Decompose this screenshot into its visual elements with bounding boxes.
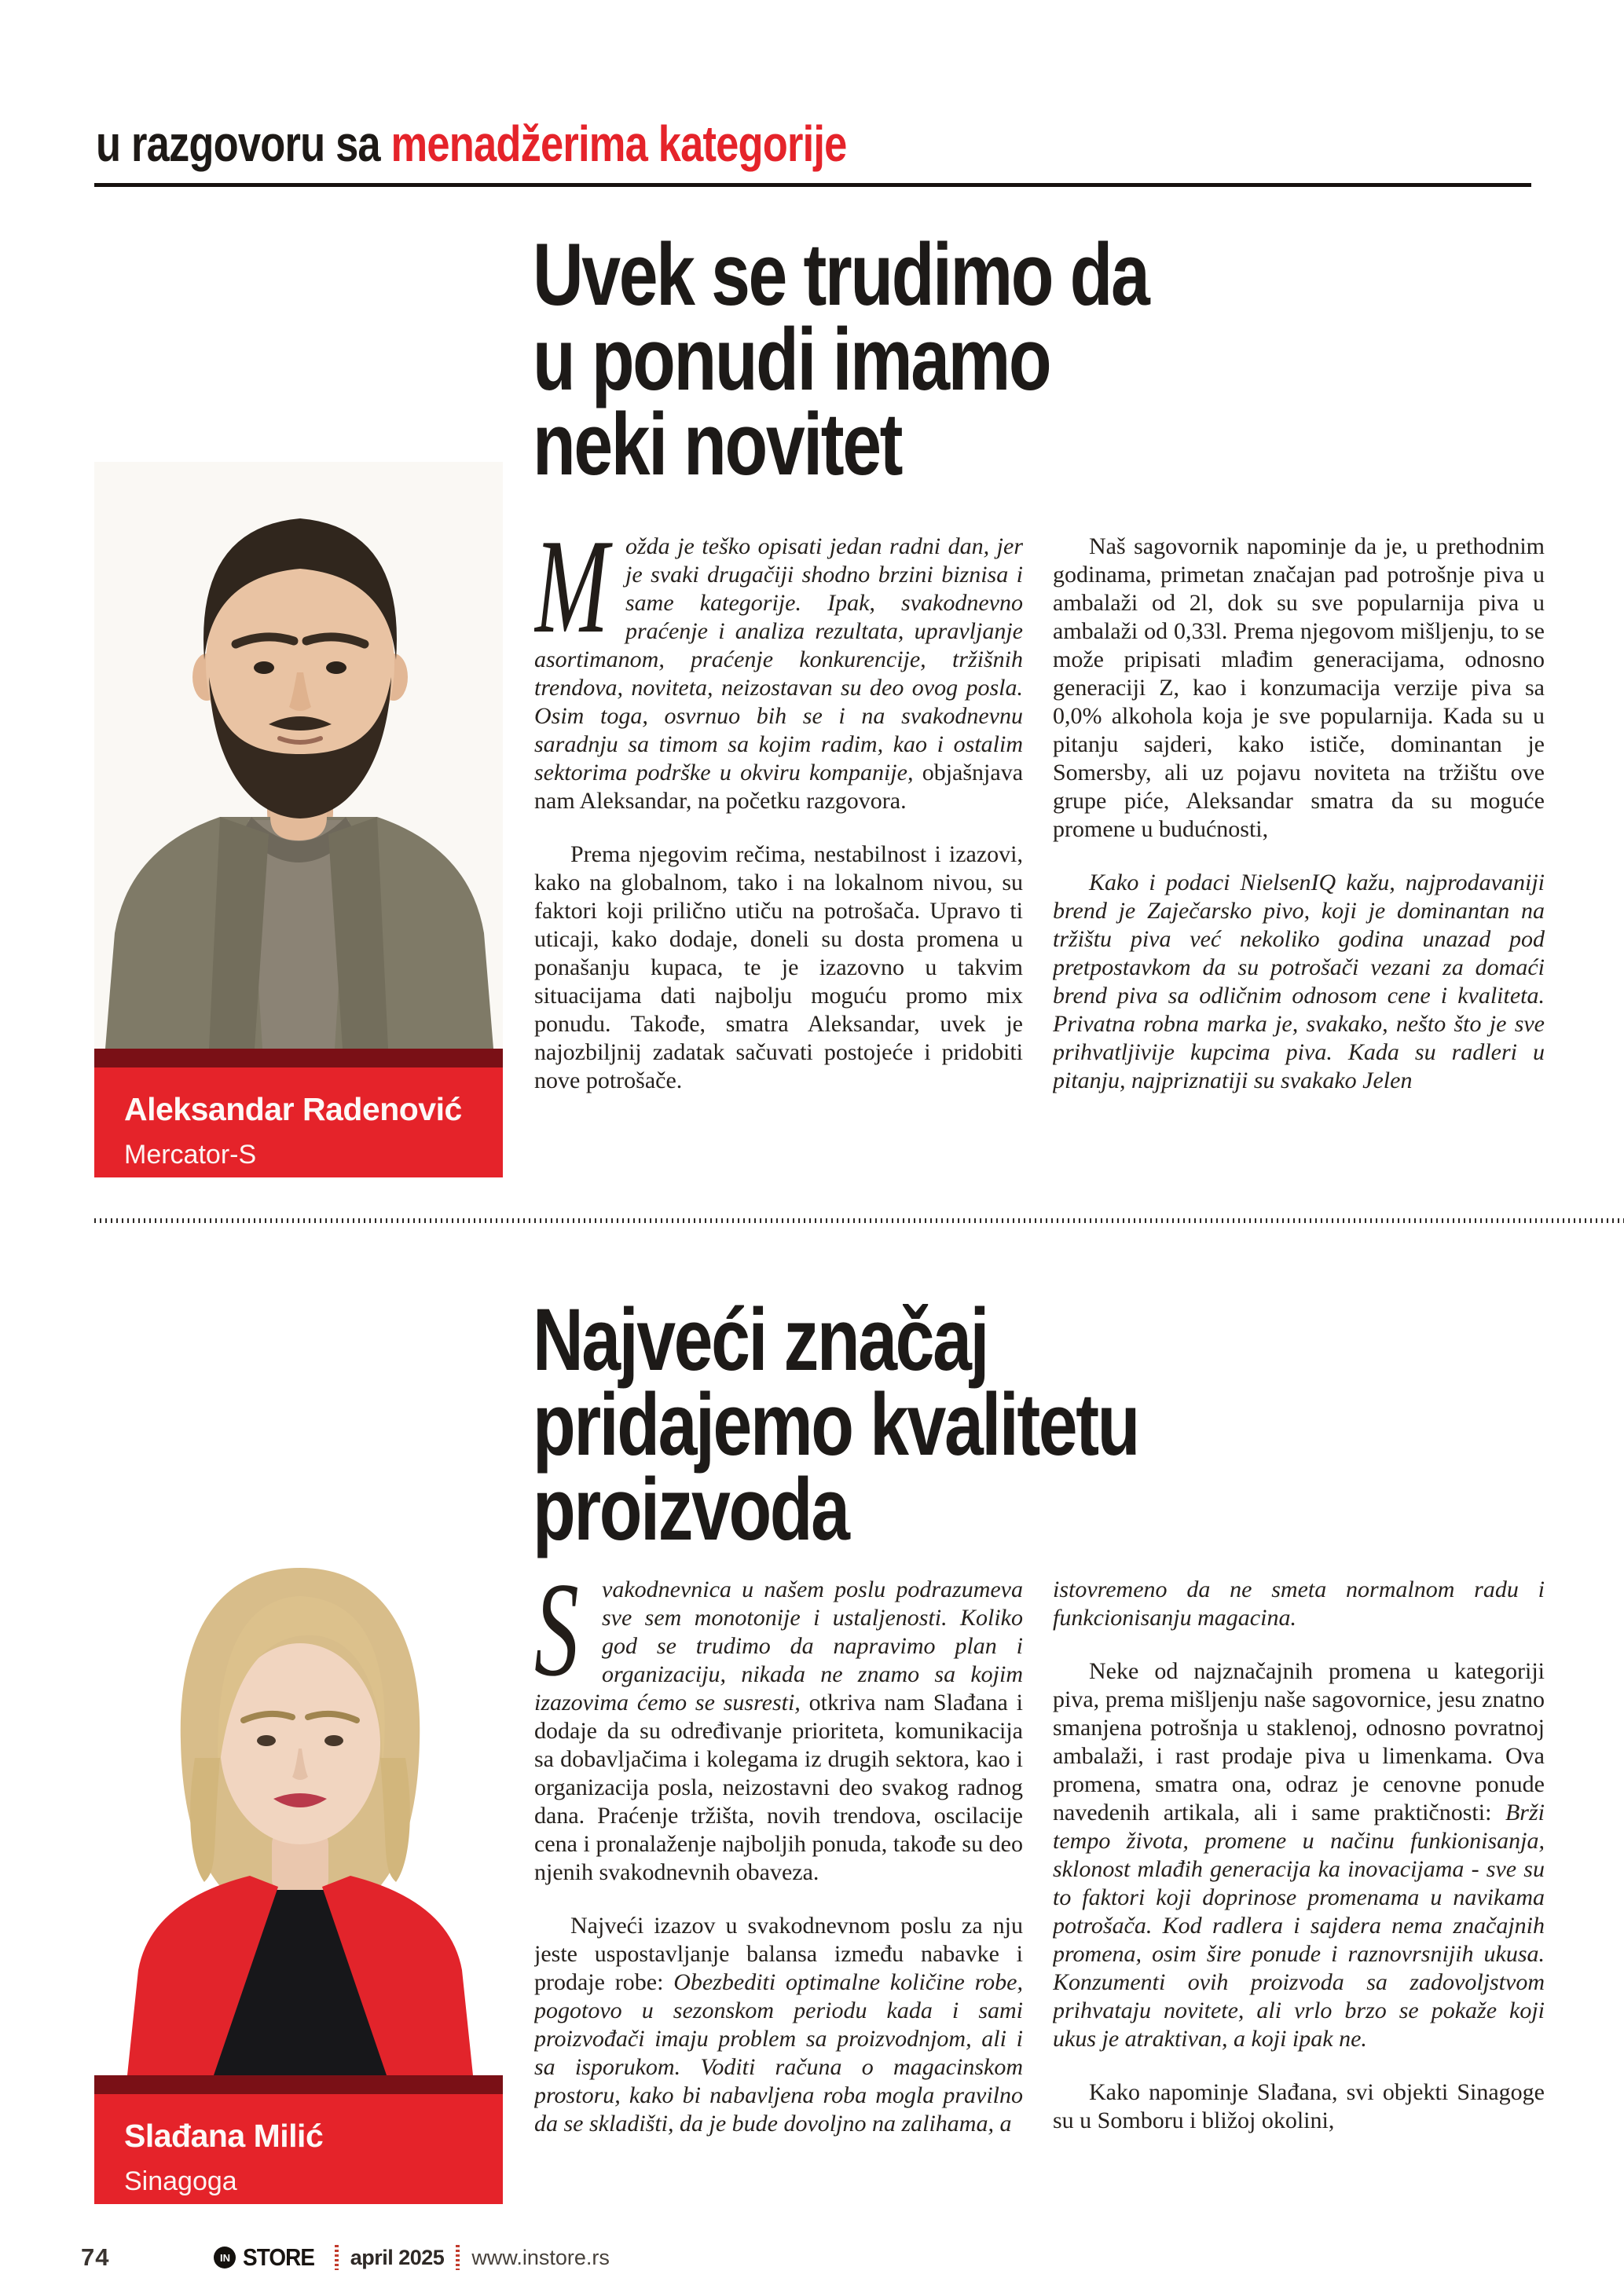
quote-text: istovremeno da ne smeta normalnom radu i funkcionisanju magacina. xyxy=(1053,1576,1545,1631)
page-footer xyxy=(81,2239,624,2276)
section-kicker xyxy=(96,115,846,173)
photo-caption-sladjana xyxy=(94,2075,503,2204)
portrait-woman-illustration xyxy=(94,1522,503,2075)
caption-company: Sinagoga xyxy=(124,2166,237,2196)
logo-store-text: STORE xyxy=(243,2243,315,2271)
body-paragraph: Naš sagovornik napominje da je, u prethodnim godinama, primetan značajan pad potrošnje piva u ambalaži od 2l, dok su sve popularnija piva u ambalaži od 0,33l. Prema njegovom mišljenju, to se može pripisati mlađim generacijama, odnosno generaciji Z, kao i konzumacija verzije piva sa 0,0% alkohola koja je sve popularnija. Kada su u pitanju sajderi, kako ističe, dominantan je Somersby, ali uz pojavu noviteta na tržištu ove grupe piće, Aleksandar smatra da su moguće promene u budućnosti, xyxy=(1053,533,1545,842)
article2-column-1 xyxy=(534,1576,1023,2283)
body-paragraph xyxy=(534,1912,1023,2138)
caption-top-bar xyxy=(94,2075,503,2094)
caption-box xyxy=(94,1067,503,1177)
body-text: Neke od najznačajnih promena u kategoriji piva, prema mišljenju naše sagovornice, jesu znatno smanjena potrošnja u staklenoj, odnosno povratnoj ambalaži, i rast prodaje piva u limenkama. Ova promena, smatra ona, odraz je cenovne ponude navedenih artikala, ali i same praktičnosti: xyxy=(1053,1658,1545,1825)
article1-title xyxy=(533,225,1302,493)
body-paragraph xyxy=(1053,869,1545,1095)
body-paragraph: Kako napominje Slađana, svi objekti Sinagoge su u Somboru i bližoj okolini, xyxy=(1053,2079,1545,2133)
footer-separator-icon xyxy=(456,2245,460,2270)
body-text: otkriva nam Slađana i dodaje da su određivanje prioriteta, komunikacija sa dobavljačima i kolegama iz drugih sektora, kao i organizacija posla, neizostavni deo svakog radnog dana. Praćenje tržišta, novih trendova, oscilacije cena i pronalaženje najboljih ponuda, takođe su deo njenih svakodnevnih obaveza. xyxy=(534,1690,1023,1885)
article-divider xyxy=(94,1218,1624,1223)
quote-text: Brži tempo života, promene u načinu funkionisanja, sklonost mlađih generacija ka inovacijama - sve su to faktori koji doprinose promenama u navikama potrošača. Kod radlera i sajdera nema značajnih promena, osim šire ponude i raznovrsnijih ukusa. Konzumenti ovih proizvoda sa zadovoljstvom prihvataju novitete, ali vrlo brzo se pokaže koji ukus je atraktivan, a koji ipak ne. xyxy=(1053,1800,1545,2052)
header-rule xyxy=(94,183,1531,187)
title-line: Najveći značaj xyxy=(533,1291,988,1389)
website-url: www.instore.rs xyxy=(471,2245,610,2269)
quote-text: Kako i podaci NielsenIQ kažu, najprodavaniji brend je Zaječarsko pivo, koji je dominantan na tržištu piva već nekoliko godina unazad pod pretpostavkom da su potrošači vezani za domaći brend piva sa odličnim odnosom cene i kvaliteta. Privatna robna marka je, svakako, nešto što je sve prihvatljivije kupcima piva. Kada su radleri u pitanju, najpriznatiji su svakako Jelen xyxy=(1053,870,1545,1093)
caption-box xyxy=(94,2094,503,2204)
quote-text: ožda je teško opisati jedan radni dan, jer je svaki drugačiji shodno brzini biznisa i same kategorije. Ipak, svakodnevno praćenje i analiza rezultata, upravljanje asortimanom, praćenje konkurencije, tržišnih trendova, noviteta, neizostavan su deo ovog posla. Osim toga, osvrnuo bih se i na svakodnevnu saradnju sa timom sa kojim radim, kao i ostalim sektorima podrške u okviru kompanije, xyxy=(534,533,1023,785)
drop-cap: M xyxy=(534,533,609,661)
title-line: proizvoda xyxy=(533,1460,849,1558)
kicker-highlight: menadžerima kategorije xyxy=(390,115,847,172)
title-line: pridajemo kvalitetu xyxy=(533,1375,1138,1474)
portrait-man-illustration xyxy=(94,462,503,1049)
photo-caption-aleksandar xyxy=(94,1049,503,1177)
page-number: 74 xyxy=(81,2243,110,2271)
body-paragraph xyxy=(534,1576,1023,1887)
article2-column-2 xyxy=(1053,1576,1545,2283)
quote-text: vakodnevnica u našem poslu podrazumeva sve sem monotonije i ustaljenosti. Koliko god se trudimo da napravimo plan i organizaciju, nikada ne znamo sa kojim izazovima ćemo se susresti, xyxy=(534,1576,1023,1716)
article1-column-1 xyxy=(534,533,1023,1211)
caption-company: Mercator-S xyxy=(124,1140,257,1170)
body-paragraph xyxy=(534,533,1023,815)
issue-date: april 2025 xyxy=(350,2245,445,2269)
body-paragraph: Prema njegovim rečima, nestabilnost i izazovi, kako na globalnom, tako i na lokalnom nivou, su faktori koji prilično utiču na potrošača. Upravo ti uticaji, kako dodaje, doneli su dosta promena u ponašanju kupaca, te je izazovno u takvim situacijama dati najbolju moguću promo mix ponudu. Takođe, smatra Aleksandar, uvek je najozbiljnij zadatak sačuvati postojeće i pridobiti nove potrošače. xyxy=(534,841,1023,1093)
title-line: u ponudi imamo xyxy=(533,310,1050,408)
quote-text: Obezbediti optimalne količine robe, pogotovo u sezonskom periodu kada i sami proizvođači imaju problem sa proizvodnjom, ali i sa isporukom. Voditi računa o magacinskom prostoru, kako bi nabavljena roba mogla pravilno da se skladišti, da je bude dovoljno na zalihama, a xyxy=(534,1969,1023,2137)
portrait-photo-aleksandar xyxy=(94,462,503,1049)
caption-name: Slađana Milić xyxy=(124,2118,324,2154)
body-text: objašnjava nam Aleksandar, na početku razgovora. xyxy=(534,760,1023,814)
caption-top-bar xyxy=(94,1049,503,1067)
article2-title xyxy=(533,1291,1290,1558)
title-line: Uvek se trudimo da xyxy=(533,225,1149,324)
body-paragraph xyxy=(1053,1576,1545,1632)
body-text: Najveći izazov u svakodnevnom poslu za nju jeste uspostavljanje balansa između nabavke i prodaje robe: xyxy=(534,1913,1023,1995)
instore-logo-icon: IN xyxy=(214,2247,236,2269)
article1-column-2 xyxy=(1053,533,1545,1211)
instore-logo xyxy=(214,2243,322,2272)
caption-name: Aleksandar Radenović xyxy=(124,1091,462,1127)
kicker-prefix: u razgovoru sa xyxy=(96,115,391,172)
body-paragraph xyxy=(1053,1657,1545,2053)
drop-cap: S xyxy=(534,1576,579,1705)
footer-separator-icon xyxy=(335,2245,339,2270)
title-line: neki novitet xyxy=(533,395,902,493)
portrait-photo-sladjana xyxy=(94,1522,503,2075)
